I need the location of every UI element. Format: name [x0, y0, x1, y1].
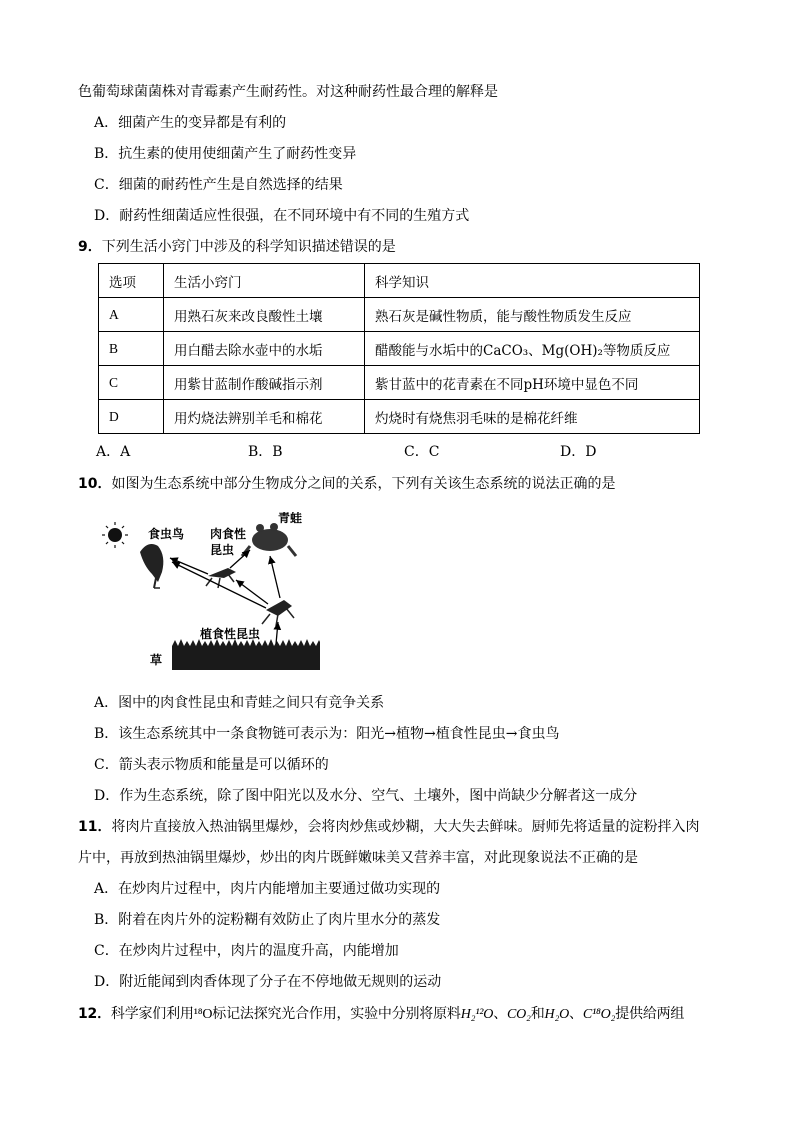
q12-sep-2: 、 [569, 1006, 583, 1022]
label-herbivore: 植食性昆虫 [200, 627, 261, 641]
table-cell: D [99, 400, 164, 434]
q12-formula-1: H₂¹²O [460, 1007, 494, 1022]
carnivorous-insect-icon [206, 568, 236, 588]
q11-stem-line1 [78, 817, 699, 837]
q11-option-c: C．在炒肉片过程中，肉片的温度升高，内能增加 [94, 943, 399, 959]
q12-and: 和 [530, 1006, 545, 1022]
q8-option-a: A．细菌产生的变异都是有利的 [94, 115, 287, 131]
q10-stem [78, 474, 615, 494]
frog-icon [242, 523, 296, 556]
q11-option-a: A．在炒肉片过程中，肉片内能增加主要通过做功实现的 [94, 881, 441, 897]
q12-formula-4: C¹⁸O₂ [582, 1007, 616, 1022]
q8-stem-continuation: 色葡萄球菌菌株对青霉素产生耐药性。对这种耐药性最合理的解释是 [78, 84, 498, 100]
q10-number: 10． [78, 476, 112, 492]
table-cell: 紫甘蓝中的花青素在不同pH环境中显色不同 [365, 366, 700, 400]
label-grass: 草 [150, 653, 163, 667]
q11-stem-text-1: 将肉片直接放入热油锅里爆炒，会将肉炒焦或炒糊，大大失去鲜味。厨师先将适量的淀粉拌入肉 [111, 819, 700, 835]
table-row [99, 298, 700, 332]
q12-formula-3: H₂O [544, 1007, 570, 1022]
table-cell: 灼烧时有烧焦羽毛味的是棉花纤维 [365, 400, 700, 434]
q9-option-c: C．C [404, 444, 440, 460]
q10-option-b: B．该生态系统其中一条食物链可表示为：阳光→植物→植食性昆虫→食虫鸟 [94, 726, 560, 742]
table-cell: 醋酸能与水垢中的CaCO₃、Mg(OH)₂等物质反应 [365, 332, 700, 366]
arrow-herbivore-to-bird [172, 562, 266, 608]
q9-stem-text: 下列生活小窍门中涉及的科学知识描述错误的是 [101, 239, 396, 255]
q12-stem-b: 标记法探究光合作用，实验中分别将原料 [212, 1006, 461, 1022]
table-header-cell: 选项 [99, 264, 164, 298]
table-header-row [99, 264, 700, 298]
q9-stem [78, 237, 396, 257]
bird-icon [140, 544, 163, 588]
table-cell: 用灼烧法辨别羊毛和棉花 [164, 400, 365, 434]
q11-stem-line2: 片中，再放到热油锅里爆炒，炒出的肉片既鲜嫩味美又营养丰富，对此现象说法不正确的是 [78, 850, 638, 866]
q9-table [98, 263, 700, 434]
table-header-cell: 科学知识 [365, 264, 700, 298]
q12-stem [78, 1004, 684, 1025]
q9-number: 9． [78, 239, 102, 255]
table-row [99, 400, 700, 434]
q10-option-d: D．作为生态系统，除了图中阳光以及水分、空气、土壤外，图中尚缺少分解者这一成分 [94, 788, 638, 804]
q10-option-c: C．箭头表示物质和能量是可以循环的 [94, 757, 329, 773]
label-bird: 食虫鸟 [148, 527, 185, 541]
q10-stem-text: 如图为生态系统中部分生物成分之间的关系，下列有关该生态系统的说法正确的是 [111, 476, 616, 492]
q8-option-b: B．抗生素的使用使细菌产生了耐药性变异 [94, 146, 357, 162]
q8-option-d: D．耐药性细菌适应性很强，在不同环境中有不同的生殖方式 [94, 208, 470, 224]
q12-sep-1: 、 [493, 1006, 507, 1022]
q12-stem-c: 提供给两组 [615, 1006, 685, 1022]
table-row [99, 332, 700, 366]
table-cell: A [99, 298, 164, 332]
q12-stem-a: 科学家们利用 [110, 1006, 194, 1022]
arrow-herbivore-to-carnivore [236, 580, 268, 604]
arrow-carnivore-to-bird [170, 558, 208, 574]
label-carnivore: 肉食性 [210, 527, 247, 541]
grass-icon [172, 639, 320, 670]
table-cell: 用熟石灰来改良酸性土壤 [164, 298, 365, 332]
q9-option-a: A．A [96, 444, 131, 460]
q9-option-b: B．B [248, 444, 283, 460]
q12-formula-2: CO₂ [507, 1007, 531, 1022]
sun-icon [102, 522, 128, 548]
q8-option-c: C．细菌的耐药性产生是自然选择的结果 [94, 177, 343, 193]
q11-option-d: D．附近能闻到肉香体现了分子在不停地做无规则的运动 [94, 974, 442, 990]
table-cell: 用白醋去除水壶中的水垢 [164, 332, 365, 366]
q11-option-b: B．附着在肉片外的淀粉糊有效防止了肉片里水分的蒸发 [94, 912, 441, 928]
q12-number: 12． [78, 1006, 111, 1022]
table-header-cell: 生活小窍门 [164, 264, 365, 298]
table-cell: B [99, 332, 164, 366]
q11-number: 11． [78, 819, 112, 835]
q10-option-a: A．图中的肉食性昆虫和青蛙之间只有竞争关系 [94, 695, 385, 711]
table-cell: 熟石灰是碱性物质，能与酸性物质发生反应 [365, 298, 700, 332]
arrow-herbivore-to-frog [270, 556, 280, 598]
table-cell: C [99, 366, 164, 400]
q12-isotope: ¹⁸O [193, 1007, 213, 1022]
q9-options [96, 442, 656, 462]
q9-option-d: D．D [560, 444, 597, 460]
label-frog: 青蛙 [278, 512, 303, 525]
food-web-diagram [100, 512, 320, 678]
label-carnivore-2: 昆虫 [210, 543, 235, 557]
table-row [99, 366, 700, 400]
table-cell: 用紫甘蓝制作酸碱指示剂 [164, 366, 365, 400]
